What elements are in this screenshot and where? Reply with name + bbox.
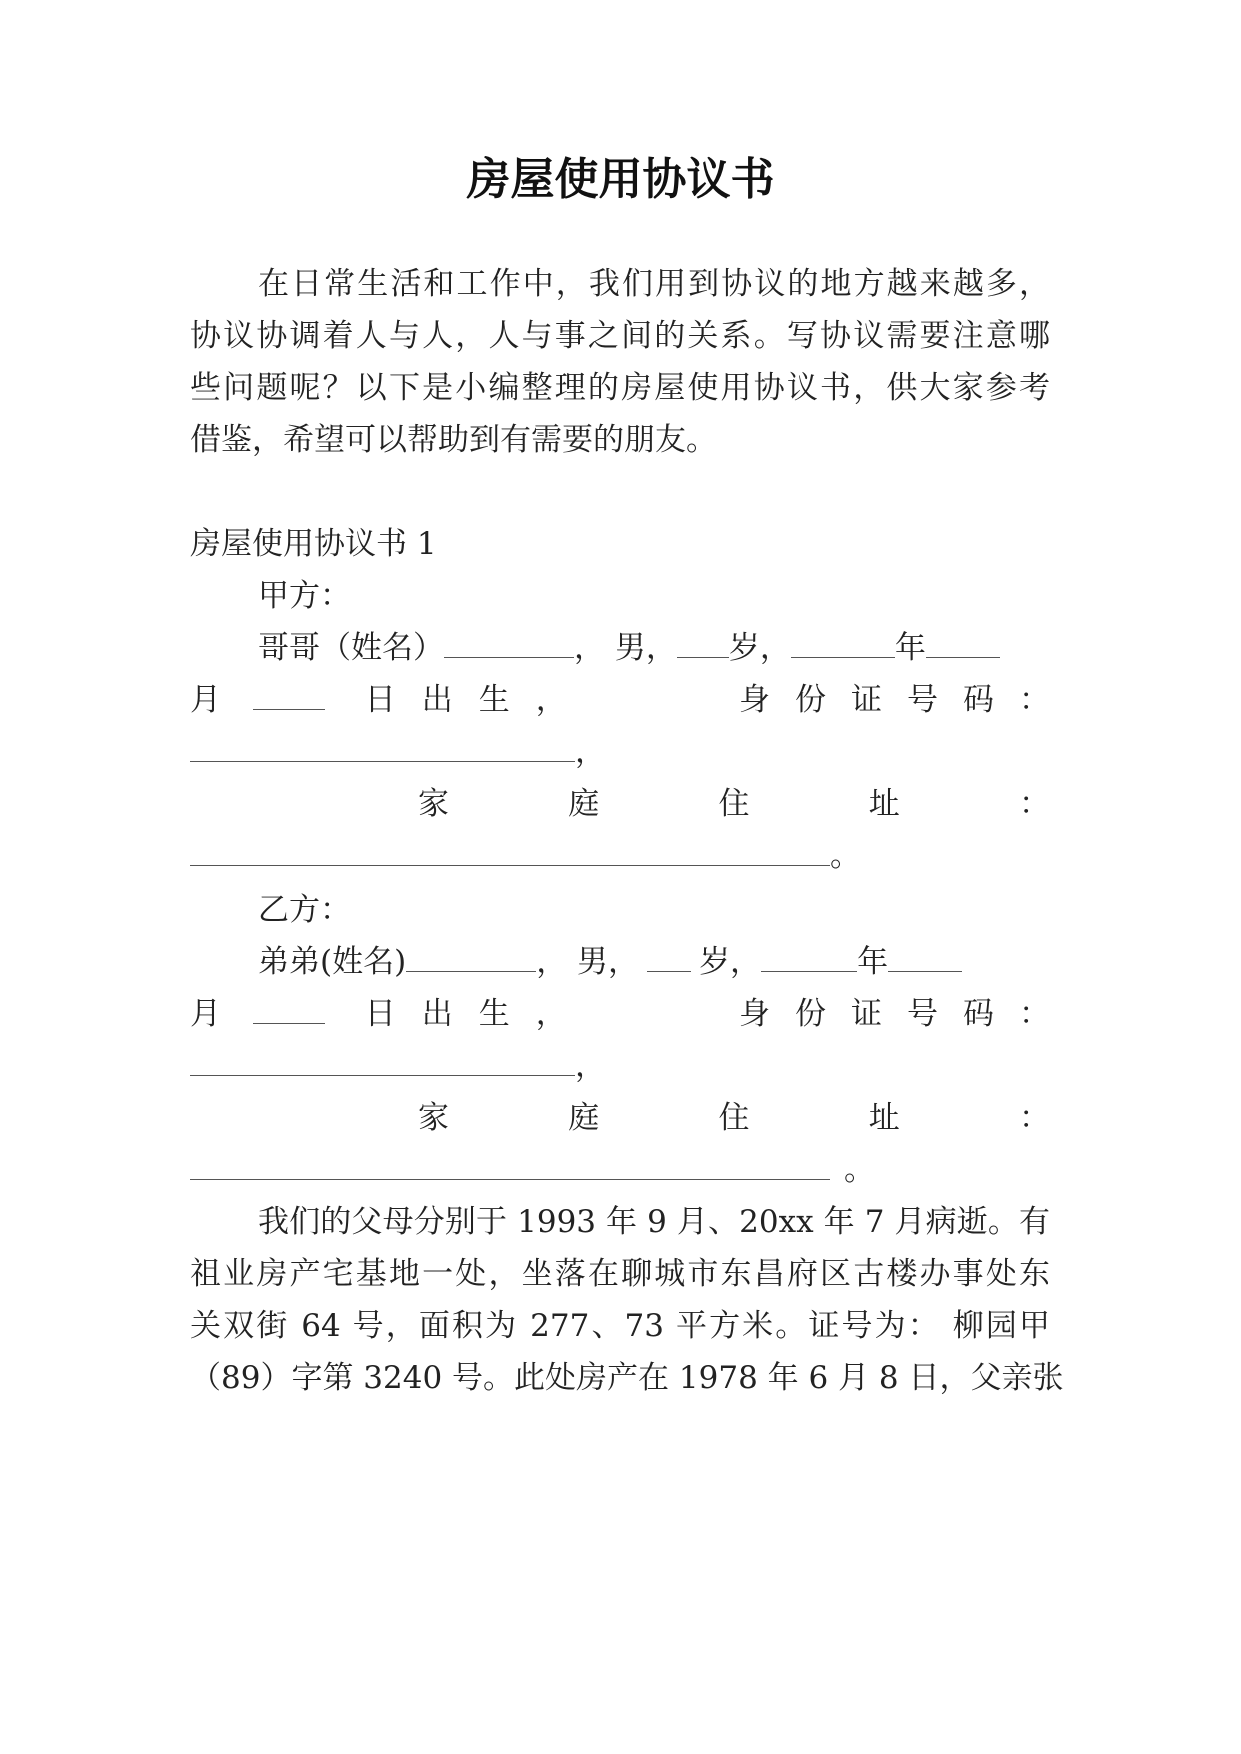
body-line: 祖业房产宅基地一处，坐落在聊城市东昌府区古楼办事处东 (190, 1256, 1050, 1292)
body-line: 我们的父母分别于 1993 年 9 月、20xx 年 7 月病逝。有 (258, 1204, 1050, 1240)
party-b-name-line (258, 940, 1050, 984)
party-b-gender: ， 男， (536, 944, 640, 980)
party-a-name-line (258, 626, 1050, 670)
party-a-born-label: 日出生， (364, 682, 593, 718)
party-a-gender: ， 男， (574, 630, 677, 666)
party-a-id-comma: ， (575, 734, 606, 770)
party-a-address-blank[interactable] (190, 839, 830, 866)
body-line: （89）字第 3240 号。此处房产在 1978 年 6 月 8 日，父亲张 (190, 1360, 1064, 1396)
party-a-age-label: 岁， (728, 630, 791, 666)
party-a-address-line (190, 834, 1050, 878)
party-b-name-blank[interactable] (406, 945, 536, 972)
party-a-name-blank[interactable] (444, 631, 574, 658)
party-b-address-line (190, 1148, 1050, 1192)
party-a-month-label: 月 (190, 682, 221, 718)
party-b-born-label: 日出生， (364, 996, 593, 1032)
section-title: 房屋使用协议书 1 (190, 526, 437, 562)
party-a-id-label: 身份证号码： (739, 682, 1075, 718)
party-a-year-label: 年 (894, 630, 926, 666)
party-b-month-blank[interactable] (888, 945, 962, 972)
party-b-id-comma: ， (575, 1048, 606, 1084)
party-b-id-blank[interactable] (190, 1049, 575, 1076)
address-char: 址 (868, 1100, 900, 1136)
party-a-day-blank[interactable] (253, 683, 325, 710)
party-a-name-label: 哥哥（姓名） (258, 630, 444, 666)
party-b-year-label: 年 (857, 944, 889, 980)
party-a-month-blank[interactable] (926, 631, 1000, 658)
address-char: 住 (718, 1100, 750, 1136)
address-char: ： (1019, 1100, 1050, 1136)
address-char: 住 (718, 786, 750, 822)
party-b-address-label (418, 1096, 1050, 1140)
party-a-address-end: 。 (830, 838, 861, 874)
address-char: 家 (418, 786, 449, 822)
party-b-id-label: 身份证号码： (739, 996, 1075, 1032)
address-char: ： (1019, 786, 1050, 822)
party-a-id-line (190, 730, 1050, 774)
intro-line: 在日常生活和工作中，我们用到协议的地方越来越多， (258, 266, 1050, 302)
party-b-id-line (190, 1044, 1050, 1088)
party-b-year-blank[interactable] (761, 945, 857, 972)
party-b-month-label: 月 (190, 996, 221, 1032)
party-a-label: 甲方： (258, 578, 351, 614)
party-b-address-blank[interactable] (190, 1153, 830, 1180)
address-char: 址 (868, 786, 900, 822)
party-b-day-blank[interactable] (253, 997, 325, 1024)
intro-line: 协议协调着人与人，人与事之间的关系。写协议需要注意哪 (190, 318, 1050, 354)
party-b-age-label: 岁， (699, 944, 762, 980)
party-b-name-label: 弟弟(姓名) (258, 944, 407, 980)
party-a-year-blank[interactable] (791, 631, 895, 658)
body-line: 关双街 64 号，面积为 277、73 平方米。证号为： 柳园甲 (190, 1308, 1050, 1344)
party-a-id-blank[interactable] (190, 735, 575, 762)
address-char: 庭 (568, 786, 600, 822)
party-a-address-label (418, 782, 1050, 826)
party-b-label: 乙方： (258, 892, 351, 928)
party-b-age-blank[interactable] (647, 945, 691, 972)
party-a-birth-line (190, 678, 1075, 722)
party-b-address-end: 。 (844, 1152, 875, 1188)
intro-line: 借鉴，希望可以帮助到有需要的朋友。 (190, 422, 717, 458)
address-char: 庭 (568, 1100, 600, 1136)
document-title: 房屋使用协议书 (466, 154, 775, 205)
intro-line: 些问题呢？以下是小编整理的房屋使用协议书，供大家参考 (190, 370, 1050, 406)
party-b-birth-line (190, 992, 1075, 1036)
party-a-age-blank[interactable] (677, 631, 729, 658)
address-char: 家 (418, 1100, 449, 1136)
